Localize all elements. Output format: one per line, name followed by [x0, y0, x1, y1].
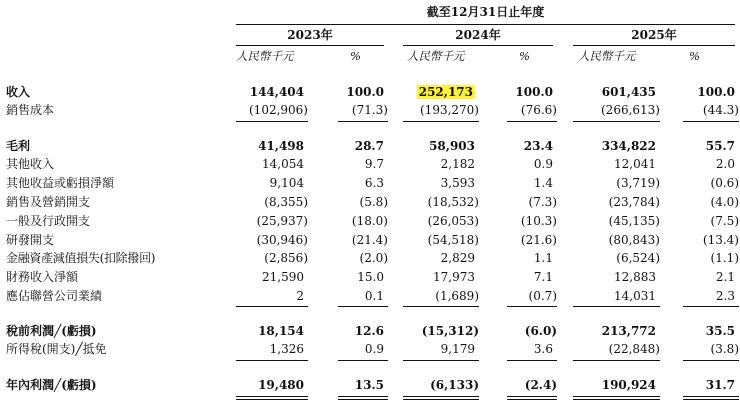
cell: (2.0): [359, 251, 388, 265]
row-label-profit-for-year: 年內利潤╱(虧損): [6, 378, 97, 392]
cell: 12.6: [354, 324, 384, 338]
cell: (0.7): [528, 289, 557, 303]
cell: (6,524): [616, 251, 660, 265]
cell: (15,312): [421, 324, 479, 338]
cell: 14,054: [262, 157, 304, 171]
cell: (7.5): [710, 214, 739, 228]
unit-label-2023: 人民幣千元: [236, 49, 294, 63]
cell: 6.3: [364, 176, 384, 190]
cell: 17,973: [433, 270, 475, 284]
cell: 334,822: [601, 139, 656, 153]
unit-label-2025: 人民幣千元: [578, 49, 636, 63]
total-double-rule: [236, 396, 308, 400]
subtotal-rule: [236, 121, 308, 122]
cell: 0.1: [364, 289, 384, 303]
row-label-impairment: 金融資產減值損失(扣除撥回): [6, 251, 156, 265]
cell: (18,532): [427, 195, 479, 209]
row-label-selling-expenses: 銷售及營銷開支: [6, 195, 91, 209]
subtotal-rule: [683, 121, 739, 122]
cell: (8,355): [264, 195, 308, 209]
cell: (4.0): [710, 195, 739, 209]
year-2023-rule: [236, 45, 384, 46]
subtotal-rule: [573, 121, 660, 122]
period-heading: 截至12月31日止年度: [426, 5, 545, 19]
total-double-rule: [338, 396, 388, 400]
year-2023-heading: 2023年: [287, 28, 333, 42]
cell-cost-2025-amount: (266,613): [601, 103, 660, 117]
cell: 23.4: [523, 139, 553, 153]
subtotal-rule: [507, 306, 557, 307]
cell: 1,326: [269, 342, 304, 356]
cell: (13.4): [702, 233, 739, 247]
subtotal-rule: [338, 121, 388, 122]
cell: (21.6): [520, 233, 557, 247]
cell: 2.0: [715, 157, 735, 171]
cell: (22,848): [608, 342, 660, 356]
cell: 35.5: [705, 324, 735, 338]
row-label-gross-profit: 毛利: [6, 139, 31, 153]
cell: (7.3): [528, 195, 557, 209]
total-double-rule: [403, 396, 479, 400]
row-label-rd-expenses: 研發開支: [6, 233, 55, 247]
cell: 55.7: [705, 139, 735, 153]
subtotal-rule: [683, 306, 739, 307]
year-2025-heading: 2025年: [631, 28, 677, 42]
cell: (25,937): [256, 214, 308, 228]
cell: 1.1: [533, 251, 553, 265]
row-label-income-tax: 所得稅(開支)╱抵免: [6, 342, 107, 356]
subtotal-rule: [573, 306, 660, 307]
cell: (45,135): [608, 214, 660, 228]
cell: (2.4): [524, 378, 557, 392]
total-double-rule: [573, 396, 660, 400]
cell: 13.5: [354, 378, 384, 392]
subtotal-rule: [573, 360, 660, 361]
cell: 7.1: [533, 270, 553, 284]
row-label-other-income: 其他收入: [6, 157, 55, 171]
subtotal-rule: [403, 360, 479, 361]
cell-revenue-2023-pct: 100.0: [346, 85, 384, 99]
cell: (23,784): [608, 195, 660, 209]
cell: (6.0): [524, 324, 557, 338]
total-double-rule: [683, 396, 739, 400]
year-2024-rule: [403, 45, 553, 46]
cell-cost-2024-amount: (193,270): [420, 103, 479, 117]
row-label-admin-expenses: 一般及行政開支: [6, 214, 91, 228]
cell: 58,903: [429, 139, 475, 153]
cell: (0.6): [710, 176, 739, 190]
pct-label-2024: %: [519, 49, 530, 63]
cell: (21.4): [351, 233, 388, 247]
cell: (1,689): [435, 289, 479, 303]
subtotal-rule: [338, 360, 388, 361]
cell-cost-2023-amount: (102,906): [249, 103, 308, 117]
cell: (30,946): [256, 233, 308, 247]
cell: 3.6: [533, 342, 553, 356]
cell-revenue-2025-amount: 601,435: [601, 85, 656, 99]
header-rule: [236, 24, 735, 25]
subtotal-rule: [236, 360, 308, 361]
cell: (2,856): [264, 251, 308, 265]
cell: 28.7: [354, 139, 384, 153]
cell: (3.8): [710, 342, 739, 356]
cell: 12,041: [614, 157, 656, 171]
cell: 0.9: [533, 157, 553, 171]
cell: 2,182: [440, 157, 475, 171]
cell: 190,924: [601, 378, 656, 392]
cell: 21,590: [262, 270, 304, 284]
cell-revenue-2023-amount: 144,404: [249, 85, 304, 99]
unit-label-2024: 人民幣千元: [407, 49, 465, 63]
subtotal-rule: [683, 360, 739, 361]
cell: 9,104: [269, 176, 304, 190]
cell: (1.1): [710, 251, 739, 265]
subtotal-rule: [403, 121, 479, 122]
cell-cost-2024-pct: (76.6): [520, 103, 557, 117]
cell: 2: [296, 289, 304, 303]
cell: (5.8): [359, 195, 388, 209]
subtotal-rule: [236, 306, 308, 307]
cell: 9.7: [364, 157, 384, 171]
cell: 1.4: [533, 176, 553, 190]
highlighted-value: 252,173: [418, 85, 473, 99]
cell: (6,133): [430, 378, 479, 392]
row-label-profit-before-tax: 稅前利潤╱(虧損): [6, 324, 97, 338]
cell: (10.3): [520, 214, 557, 228]
cell: (3,719): [616, 176, 660, 190]
cell: (80,843): [608, 233, 660, 247]
cell: 14,031: [614, 289, 656, 303]
cell-revenue-2024-amount: [383, 84, 475, 100]
cell: 9,179: [440, 342, 475, 356]
row-label-cost-of-sales: 銷售成本: [6, 103, 55, 117]
row-label-other-gains: 其他收益或虧損淨額: [6, 176, 115, 190]
row-label-associates: 應佔聯營公司業績: [6, 289, 103, 303]
cell-cost-2025-pct: (44.3): [702, 103, 739, 117]
subtotal-rule: [403, 306, 479, 307]
cell-revenue-2024-pct: 100.0: [515, 85, 553, 99]
pct-label-2023: %: [350, 49, 361, 63]
cell: 12,883: [614, 270, 656, 284]
cell: 213,772: [601, 324, 656, 338]
year-2024-heading: 2024年: [455, 28, 501, 42]
subtotal-rule: [507, 121, 557, 122]
cell: 0.9: [364, 342, 384, 356]
cell: (26,053): [427, 214, 479, 228]
cell-cost-2023-pct: (71.3): [351, 103, 388, 117]
cell: 19,480: [258, 378, 304, 392]
cell: (18.0): [351, 214, 388, 228]
subtotal-rule: [507, 360, 557, 361]
cell: 2.3: [715, 289, 735, 303]
row-label-finance-income: 財務收入淨額: [6, 270, 79, 284]
cell: (54,518): [427, 233, 479, 247]
row-label-revenue: 收入: [6, 85, 31, 99]
subtotal-rule: [338, 306, 388, 307]
year-2025-rule: [573, 45, 735, 46]
cell: 15.0: [357, 270, 384, 284]
cell: 3,593: [440, 176, 475, 190]
cell: 2,829: [440, 251, 475, 265]
pct-label-2025: %: [689, 49, 700, 63]
cell: 31.7: [705, 378, 735, 392]
cell: 2.1: [715, 270, 735, 284]
total-double-rule: [507, 396, 557, 400]
cell: 41,498: [258, 139, 304, 153]
cell: 18,154: [258, 324, 304, 338]
cell-revenue-2025-pct: 100.0: [697, 85, 735, 99]
